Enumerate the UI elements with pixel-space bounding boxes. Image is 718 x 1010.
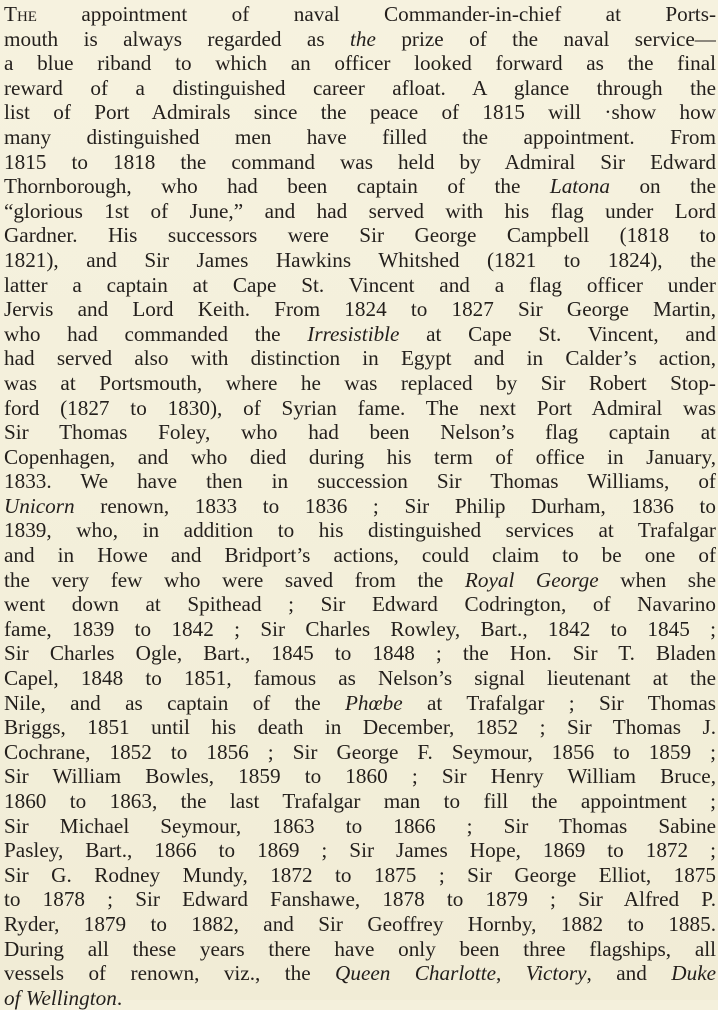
italic-text: Victory bbox=[525, 961, 587, 986]
text-line bbox=[4, 297, 716, 322]
text-line bbox=[4, 764, 716, 789]
text-line bbox=[4, 199, 716, 224]
line-text: ford (1827 to 1830), of Syrian fame. The next Port Admiral was bbox=[4, 395, 716, 420]
italic-text: Unicorn bbox=[4, 493, 75, 518]
line-text: 1839, who, in addition to his distinguished services at Trafalgar bbox=[4, 518, 716, 543]
text-line bbox=[4, 174, 716, 199]
line-text: 1821), and Sir James Hawkins Whitshed (1821 to 1824), the bbox=[4, 247, 716, 272]
line-text: vessels of renown, viz., the bbox=[4, 961, 336, 986]
text-line bbox=[4, 961, 716, 986]
text-line bbox=[4, 420, 716, 445]
line-text: fame, 1839 to 1842 ; Sir Charles Rowley, Bart., 1842 to 1845 ; bbox=[4, 616, 716, 641]
text-line bbox=[4, 100, 716, 125]
line-text: Sir Michael Seymour, 1863 to 1866 ; Sir Thomas Sabine bbox=[4, 813, 716, 838]
line-text: Sir Charles Ogle, Bart., 1845 to 1848 ; the Hon. Sir T. Bladen bbox=[4, 641, 716, 666]
italic-text: Duke bbox=[671, 961, 716, 986]
line-text: was at Portsmouth, where he was replaced by Sir Robert Stop- bbox=[4, 370, 716, 395]
italic-text: the bbox=[350, 26, 376, 51]
line-text: reward of a distinguished career afloat. A glance through the bbox=[4, 75, 716, 100]
line-text: Pasley, Bart., 1866 to 1869 ; Sir James Hope, 1869 to 1872 ; bbox=[4, 838, 716, 863]
text-line bbox=[4, 494, 716, 519]
line-text: went down at Spithead ; Sir Edward Codrington, of Navarino bbox=[4, 592, 716, 617]
text-line bbox=[4, 27, 716, 52]
text-line bbox=[4, 789, 716, 814]
text-line bbox=[4, 76, 716, 101]
line-text: appointment of naval Commander-in-chief at Ports- bbox=[36, 2, 716, 26]
line-text: Copenhagen, and who died during his term of office in January, bbox=[4, 444, 716, 469]
line-text: Nile, and as captain of the bbox=[4, 690, 345, 715]
line-text: 1815 to 1818 the command was held by Admiral Sir Edward bbox=[4, 149, 716, 174]
line-text: Cochrane, 1852 to 1856 ; Sir George F. Seymour, 1856 to 1859 ; bbox=[4, 739, 716, 764]
text-line bbox=[4, 912, 716, 937]
body-paragraph bbox=[4, 2, 716, 1010]
line-text: at Trafalgar ; Sir Thomas bbox=[402, 690, 716, 715]
text-line bbox=[4, 691, 716, 716]
text-line bbox=[4, 666, 716, 691]
line-text: latter a captain at Cape St. Vincent and a flag officer under bbox=[4, 272, 716, 297]
text-line bbox=[4, 248, 716, 273]
text-line bbox=[4, 469, 716, 494]
text-line bbox=[4, 445, 716, 470]
line-text: Jervis and Lord Keith. From 1824 to 1827 Sir George Martin, bbox=[4, 297, 716, 322]
line-text: Sir William Bowles, 1859 to 1860 ; Sir Henry William Bruce, bbox=[4, 764, 716, 789]
text-line bbox=[4, 150, 716, 175]
italic-text: Irresistible bbox=[307, 321, 400, 346]
small-caps-text: The bbox=[4, 2, 37, 26]
line-text: many distinguished men have filled the appointment. From bbox=[4, 124, 716, 149]
line-text: Sir Thomas Foley, who had been Nelson’s flag captain at bbox=[4, 420, 716, 445]
line-text: the very few who were saved from the bbox=[4, 567, 465, 592]
text-line bbox=[4, 346, 716, 371]
text-line bbox=[4, 838, 716, 863]
line-text: to 1878 ; Sir Edward Fanshawe, 1878 to 1879 ; Sir Alfred P. bbox=[4, 887, 716, 912]
text-line bbox=[4, 715, 716, 740]
line-text: Thornborough, who had been captain of the bbox=[4, 174, 550, 199]
line-text: a blue riband to which an officer looked forward as the final bbox=[4, 51, 716, 76]
text-line bbox=[4, 223, 716, 248]
text-line bbox=[4, 518, 716, 543]
line-text: . bbox=[116, 985, 123, 1010]
line-text: mouth is always regarded as bbox=[4, 26, 351, 51]
text-line bbox=[4, 937, 716, 962]
text-line bbox=[4, 617, 716, 642]
text-line bbox=[4, 986, 716, 1010]
text-line bbox=[4, 51, 716, 76]
line-text: During all these years there have only been three flagships, all bbox=[4, 936, 716, 961]
line-text: who had commanded the bbox=[4, 321, 308, 346]
text-line bbox=[4, 740, 716, 765]
italic-text: Queen Charlotte bbox=[335, 961, 496, 986]
text-line bbox=[4, 814, 716, 839]
text-line bbox=[4, 568, 716, 593]
text-line bbox=[4, 2, 716, 27]
italic-text: Royal George bbox=[464, 567, 599, 592]
line-text: prize of the naval service— bbox=[375, 26, 716, 51]
line-text: list of Port Admirals since the peace of 1815 will ·show how bbox=[4, 100, 716, 125]
italic-text: of Wellington bbox=[4, 985, 117, 1010]
text-line bbox=[4, 641, 716, 666]
text-line bbox=[4, 273, 716, 298]
text-line bbox=[4, 371, 716, 396]
text-line bbox=[4, 592, 716, 617]
line-text: and in Howe and Bridport’s actions, could claim to be one of bbox=[4, 543, 716, 568]
text-line bbox=[4, 887, 716, 912]
text-line bbox=[4, 322, 716, 347]
line-text: Briggs, 1851 until his death in December, 1852 ; Sir Thomas J. bbox=[4, 715, 716, 740]
text-line bbox=[4, 543, 716, 568]
line-text: when she bbox=[598, 567, 716, 592]
line-text: on the bbox=[609, 174, 716, 199]
line-text: renown, 1833 to 1836 ; Sir Philip Durham, 1836 to bbox=[74, 493, 716, 518]
line-text: , bbox=[496, 961, 526, 986]
italic-text: Latona bbox=[549, 174, 610, 199]
text-line bbox=[4, 863, 716, 888]
line-text: Ryder, 1879 to 1882, and Sir Geoffrey Hornby, 1882 to 1885. bbox=[4, 911, 716, 936]
line-text: at Cape St. Vincent, and bbox=[399, 321, 716, 346]
line-text: Gardner. His successors were Sir George Campbell (1818 to bbox=[4, 223, 716, 248]
line-text: 1833. We have then in succession Sir Thomas Williams, of bbox=[4, 469, 716, 494]
text-line bbox=[4, 125, 716, 150]
line-text: Capel, 1848 to 1851, famous as Nelson’s signal lieutenant at the bbox=[4, 666, 716, 691]
line-text: had served also with distinction in Egypt and in Calder’s action, bbox=[4, 346, 716, 371]
italic-text: Phœbe bbox=[344, 690, 403, 715]
line-text: Sir G. Rodney Mundy, 1872 to 1875 ; Sir George Elliot, 1875 bbox=[4, 862, 716, 887]
text-line bbox=[4, 396, 716, 421]
line-text: 1860 to 1863, the last Trafalgar man to fill the appointment ; bbox=[4, 789, 716, 813]
line-text: , and bbox=[586, 961, 672, 986]
line-text: “glorious 1st of June,” and had served with his flag under Lord bbox=[4, 198, 716, 223]
